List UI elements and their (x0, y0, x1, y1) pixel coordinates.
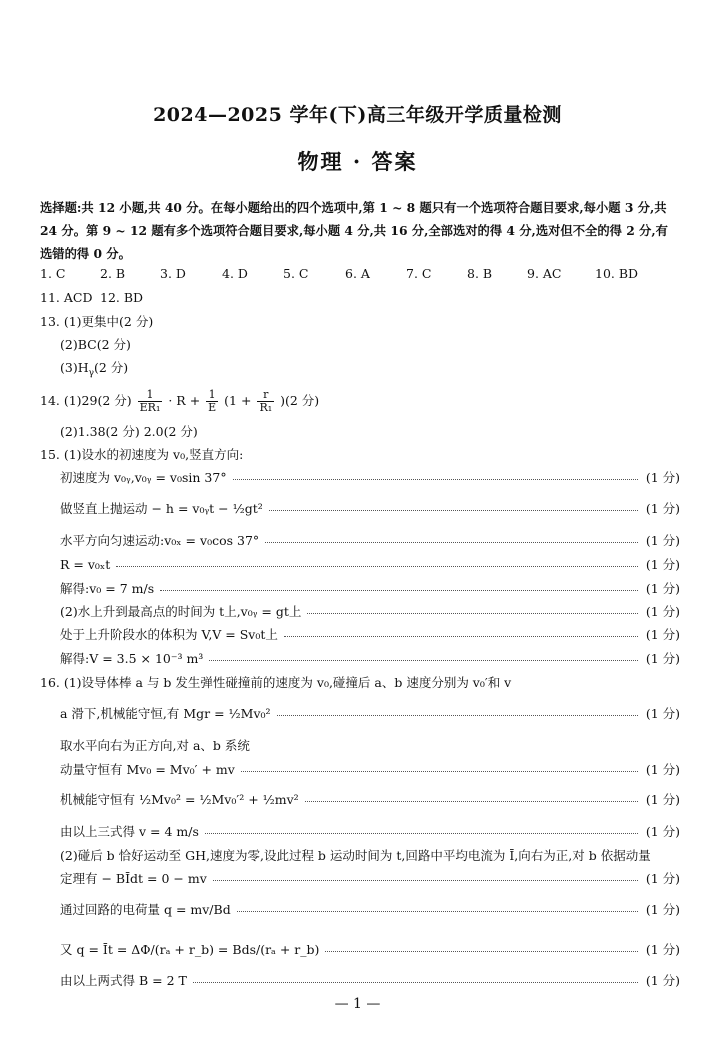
q15-heading: 15. (1)设水的初速度为 v₀,竖直方向: (40, 447, 244, 462)
answer-5: 5. C (283, 266, 309, 281)
answer-row-2 (40, 290, 680, 310)
answer-11: 11. ACD (40, 290, 93, 305)
q15-step: 水平方向匀速运动:v₀ₓ = v₀cos 37° (1 分) (60, 533, 680, 548)
q13-line-1: 13. (1)更集中(2 分) (40, 314, 154, 329)
q16-step: 由以上三式得 v = 4 m/s (1 分) (60, 824, 680, 839)
answer-1: 1. C (40, 266, 66, 281)
answer-12: 12. BD (100, 290, 144, 305)
fraction: $\frac{r}{\text{R₁}}$ (259, 388, 273, 414)
q16-step: 由以上两式得 B = 2 T (1 分) (60, 973, 680, 988)
answer-4: 4. D (222, 266, 248, 281)
q13-line-3: $(3)H_\gamma(2$ 分) (60, 360, 129, 379)
q16-step: 动量守恒有 Mv₀ = Mv₀′ + mv (1 分) (60, 762, 680, 777)
fraction: $\frac{1}{\text{ER₁}}$ (139, 388, 161, 414)
q15-step: 处于上升阶段水的体积为 V,V = Sv₀t上 (1 分) (60, 627, 680, 642)
q15-step: (2)水上升到最高点的时间为 t上,v₀ᵧ = gt上 (1 分) (60, 604, 680, 619)
instructions: 选择题:共 12 小题,共 40 分。在每小题给出的四个选项中,第 1 ~ 8 题只有一个选项符合题目要求,每小题 3 分,共 24 分。第 9 ~ 12 题有多个选项符合题目要求,每小题 4 分,共 16 分,全部选对的得 4 分,选对但不全的得 2 分,有选错的得 0 分。 (40, 200, 668, 261)
q16-step: 机械能守恒有 ½Mv₀² = ½Mv₀′² + ½mv² (1 分) (60, 792, 680, 807)
q16-text: (2)碰后 b 恰好运动至 GH,速度为零,设此过程 b 运动时间为 t,回路中平均电流为 Ī,向右为正,对 b 依据动量 (60, 848, 651, 863)
answer-7: 7. C (406, 266, 432, 281)
q16-step: 又 q = Īt = ΔΦ/(rₐ + r_b) = Bds/(rₐ + r_b) (1 分) (60, 942, 680, 957)
answer-6: 6. A (345, 266, 370, 281)
page-subtitle: 物理 · 答案 (297, 149, 418, 174)
answer-10: 10. BD (595, 266, 639, 281)
answer-9: 9. AC (527, 266, 562, 281)
page-number: — 1 — (334, 996, 381, 1012)
q16-step: 通过回路的电荷量 q = mv/Bd (1 分) (60, 902, 680, 917)
answer-3: 3. D (160, 266, 186, 281)
q16-step: 定理有 − BĪdt = 0 − mv (1 分) (60, 871, 680, 886)
fraction: $\frac{1}{E}$ (208, 388, 217, 414)
answer-2: 2. B (100, 266, 126, 281)
answer-row-1 (40, 266, 680, 286)
q15-step: 初速度为 v₀ᵧ,v₀ᵧ = v₀sin 37° (1 分) (60, 470, 680, 485)
q16-text: 取水平向右为正方向,对 a、b 系统 (60, 738, 250, 753)
answer-8: 8. B (467, 266, 493, 281)
q15-step: R = v₀ₓt (1 分) (60, 557, 680, 572)
q16-heading: 16. (1)设导体棒 a 与 b 发生弹性碰撞前的速度为 v₀,碰撞后 a、b 速度分别为 v₀′和 v (40, 675, 512, 690)
q15-step: 解得:V = 3.5 × 10⁻³ m³ (1 分) (60, 651, 680, 666)
q16-step: a 滑下,机械能守恒,有 Mgr = ½Mv₀² (1 分) (60, 706, 680, 721)
q14-line-1: 14. (1)29(2 分) $\frac{1}{\text{ER₁}}$ · R + $\frac{1}{E}$ (1 + $\frac{r}{\text{R₁}}$ )(2 分) (40, 388, 320, 414)
q14-line-2: (2)1.38(2 分) 2.0(2 分) (60, 424, 198, 439)
q15-step: 解得:v₀ = 7 m/s (1 分) (60, 581, 680, 596)
q15-step: 做竖直上抛运动 − h = v₀ᵧt − ½gt² (1 分) (60, 501, 680, 516)
page-title: 2024—2025 学年(下)高三年级开学质量检测 (153, 104, 562, 126)
q13-line-2: (2)BC(2 分) (60, 337, 131, 352)
